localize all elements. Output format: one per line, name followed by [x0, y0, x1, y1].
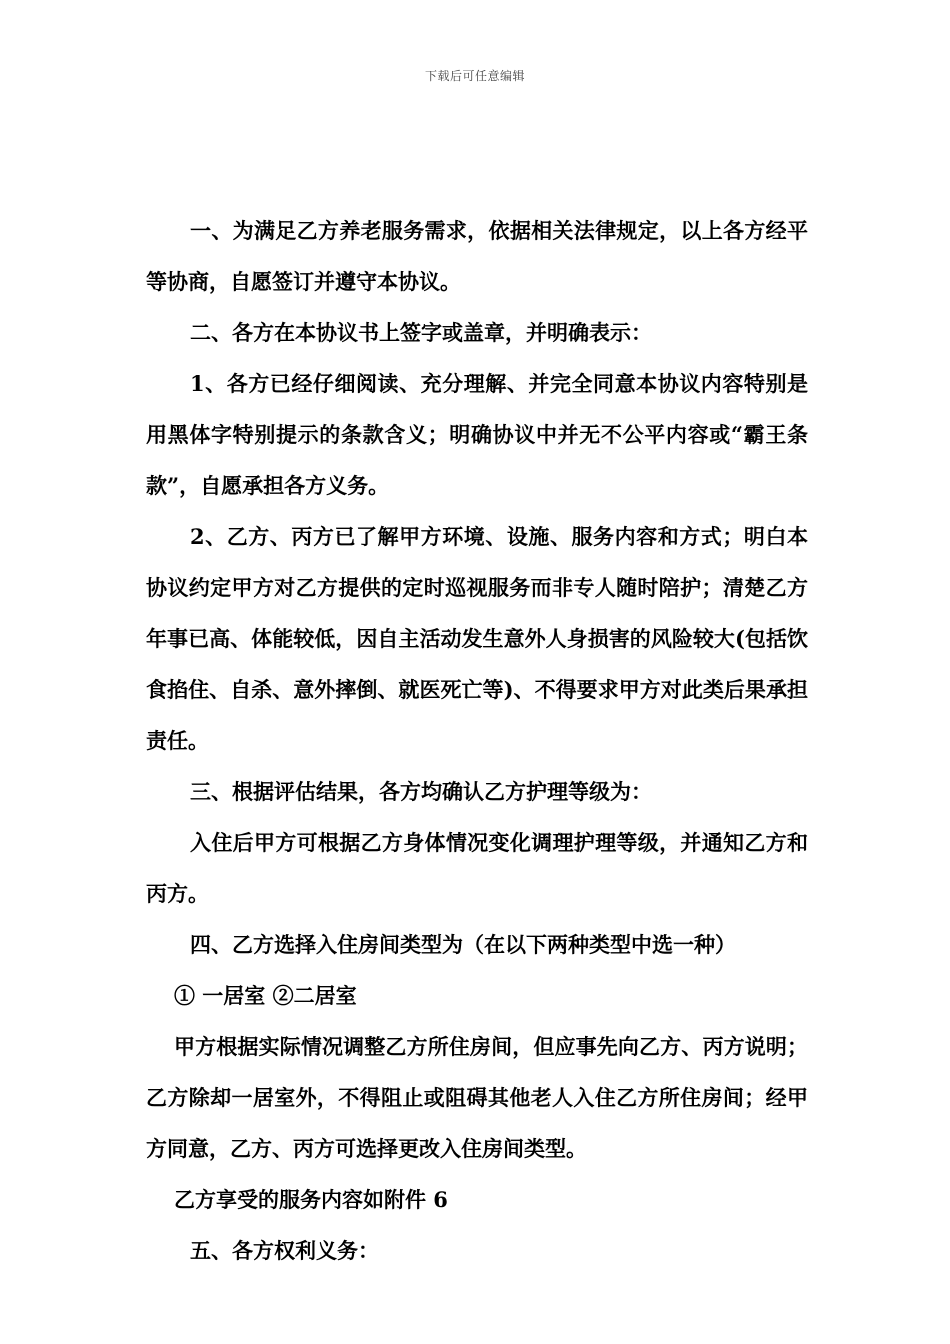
clause-three-body: 入住后甲方可根据乙方身体情况变化调理护理等级，并通知乙方和丙方。	[146, 830, 808, 906]
clause-four-heading: 四、乙方选择入住房间类型为（在以下两种类型中选一种）	[190, 932, 736, 957]
clause-one: 一、为满足乙方养老服务需求，依据相关法律规定，以上各方经平等协商，自愿签订并遵守本协议。	[146, 218, 808, 294]
clause-two-heading: 二、各方在本协议书上签字或盖章，并明确表示：	[190, 320, 652, 345]
clause-two-item-1: 1、各方已经仔细阅读、充分理解、并完全同意本协议内容特别是用黑体字特别提示的条款含义；明确协议中并无不公平内容或“霸王条款”，自愿承担各方义务。	[146, 371, 808, 498]
page-header-note: 下载后可任意编辑	[424, 69, 525, 83]
clause-five-heading: 五、各方权利义务：	[190, 1238, 379, 1263]
clause-three-heading: 三、根据评估结果，各方均确认乙方护理等级为：	[190, 779, 652, 804]
clause-two-item-2: 2、乙方、丙方已了解甲方环境、设施、服务内容和方式；明白本协议约定甲方对乙方提供的定时巡视服务而非专人随时陪护；清楚乙方年事已高、体能较低，因自主活动发生意外人身损害的风险较大(包括饮食掐住、自杀、意外摔倒、就医死亡等)、不得要求甲方对此类后果承担责任。	[146, 524, 808, 753]
room-type-options: ① 一居室 ②二居室	[174, 983, 357, 1008]
clause-four-body: 甲方根据实际情况调整乙方所住房间，但应事先向乙方、丙方说明；乙方除却一居室外，不得阻止或阻碍其他老人入住乙方所住房间；经甲方同意，乙方、丙方可选择更改入住房间类型。	[146, 1034, 808, 1161]
service-content-note: 乙方享受的服务内容如附件 6	[174, 1187, 448, 1212]
agreement-body	[146, 205, 808, 1276]
